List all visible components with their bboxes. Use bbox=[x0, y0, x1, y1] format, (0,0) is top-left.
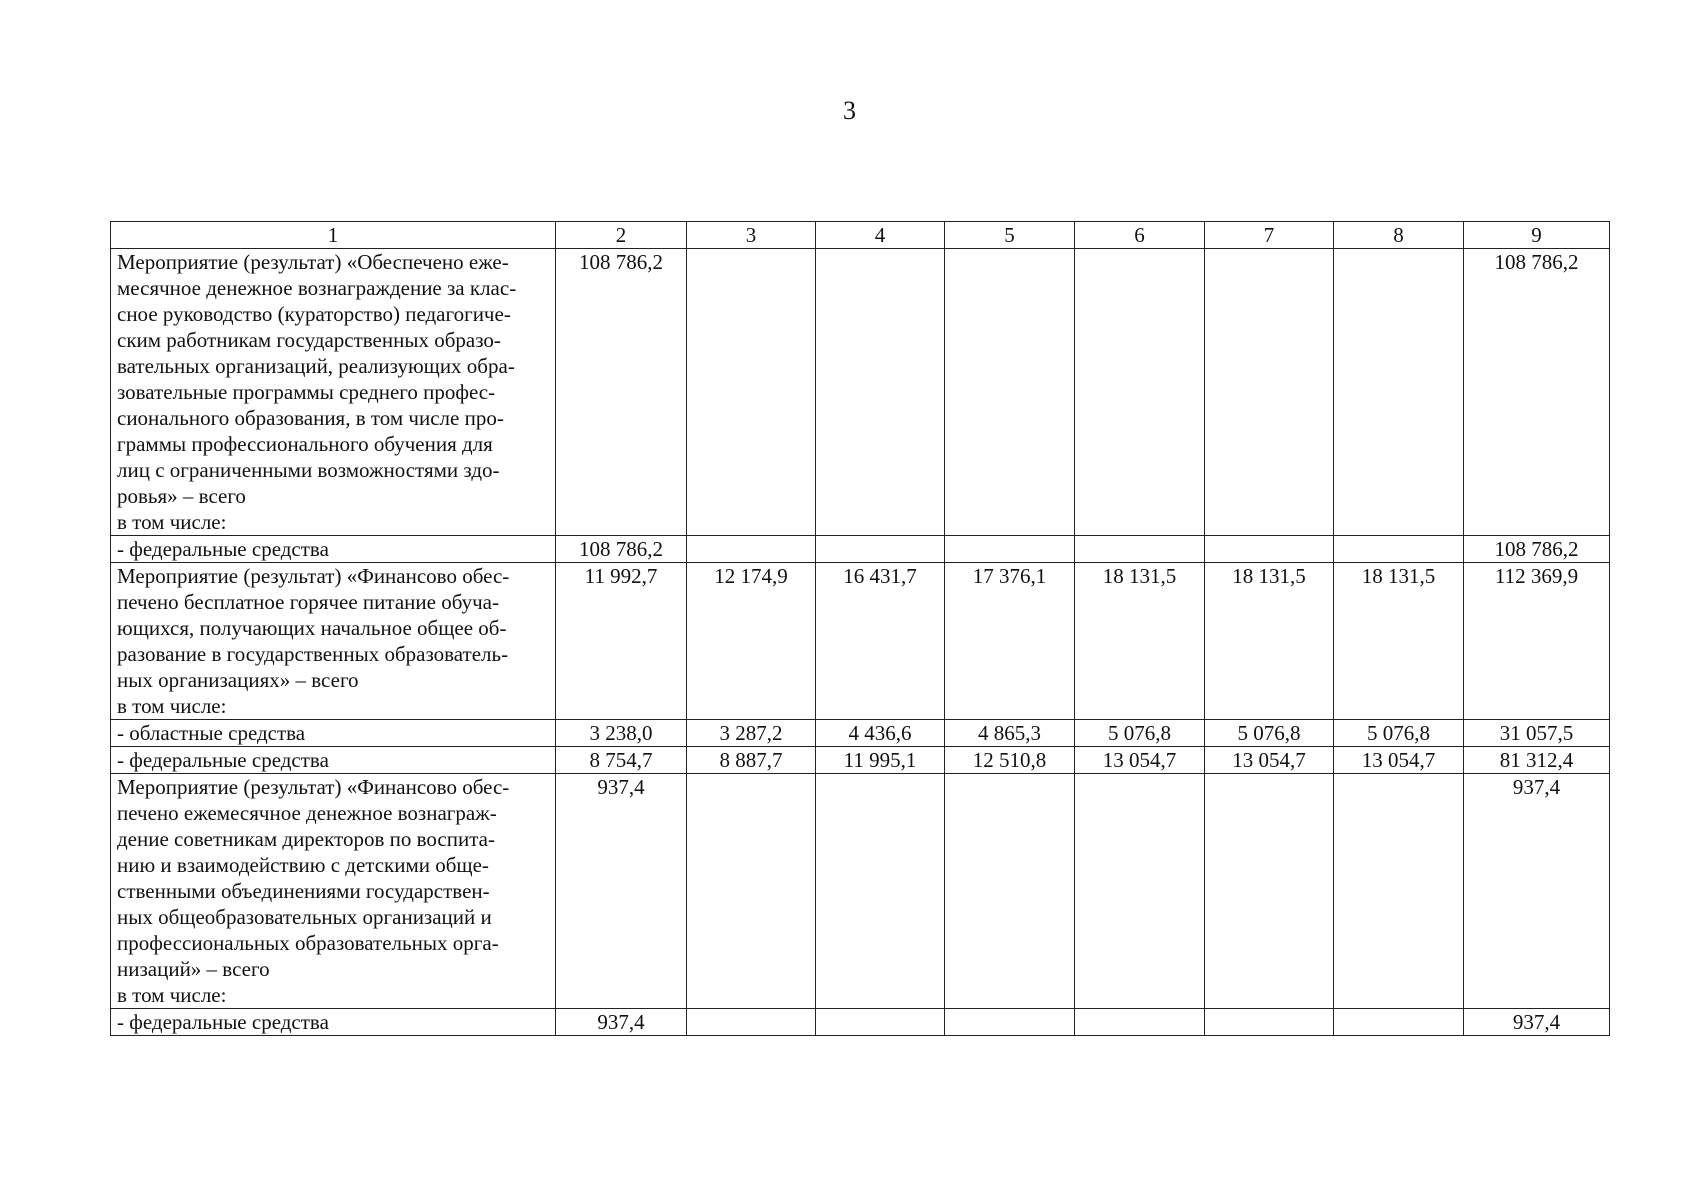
table-row bbox=[111, 720, 1610, 747]
table-row bbox=[111, 249, 1610, 536]
value-cell: 108 786,2 bbox=[556, 536, 687, 563]
row-label-line: печено бесплатное горячее питание обуча- bbox=[117, 590, 499, 614]
column-header: 2 bbox=[556, 222, 687, 249]
value-cell bbox=[1205, 249, 1334, 536]
table-body bbox=[111, 249, 1610, 1036]
value-cell bbox=[1334, 774, 1464, 1009]
value-cell: 4 436,6 bbox=[816, 720, 945, 747]
value-cell bbox=[945, 1009, 1075, 1036]
value-cell bbox=[816, 1009, 945, 1036]
column-header: 6 bbox=[1075, 222, 1205, 249]
row-label-line: нию и взаимодействию с детскими обще- bbox=[117, 853, 489, 877]
value-cell bbox=[1075, 536, 1205, 563]
row-label bbox=[111, 747, 556, 774]
value-cell bbox=[1075, 1009, 1205, 1036]
row-label-line: лиц с ограниченными возможностями здо- bbox=[117, 458, 500, 482]
table-row bbox=[111, 774, 1610, 1009]
row-label-line: печено ежемесячное денежное вознаграж- bbox=[117, 801, 497, 825]
value-cell: 18 131,5 bbox=[1205, 563, 1334, 720]
value-cell: 108 786,2 bbox=[556, 249, 687, 536]
row-label-line: сионального образования, в том числе про- bbox=[117, 406, 504, 430]
value-cell: 937,4 bbox=[1464, 774, 1610, 1009]
value-cell: 108 786,2 bbox=[1464, 536, 1610, 563]
value-cell: 3 287,2 bbox=[687, 720, 816, 747]
value-cell bbox=[687, 1009, 816, 1036]
row-label-line: зовательные программы среднего профес- bbox=[117, 380, 496, 404]
value-cell: 18 131,5 bbox=[1075, 563, 1205, 720]
value-cell: 31 057,5 bbox=[1464, 720, 1610, 747]
value-cell: 12 510,8 bbox=[945, 747, 1075, 774]
row-label-line: - федеральные средства bbox=[117, 748, 329, 772]
row-label-line: ных организациях» – всего bbox=[117, 668, 359, 692]
column-header: 1 bbox=[111, 222, 556, 249]
value-cell: 13 054,7 bbox=[1075, 747, 1205, 774]
value-cell bbox=[1205, 536, 1334, 563]
value-cell: 12 174,9 bbox=[687, 563, 816, 720]
value-cell: 937,4 bbox=[556, 1009, 687, 1036]
value-cell bbox=[945, 249, 1075, 536]
value-cell: 8 754,7 bbox=[556, 747, 687, 774]
column-header: 7 bbox=[1205, 222, 1334, 249]
row-label-line: ных общеобразовательных организаций и bbox=[117, 905, 492, 929]
column-header: 4 bbox=[816, 222, 945, 249]
value-cell bbox=[687, 774, 816, 1009]
row-label-line: вательных организаций, реализующих обра- bbox=[117, 354, 515, 378]
row-label-line: ровья» – всего bbox=[117, 484, 246, 508]
value-cell: 4 865,3 bbox=[945, 720, 1075, 747]
value-cell: 81 312,4 bbox=[1464, 747, 1610, 774]
value-cell: 5 076,8 bbox=[1205, 720, 1334, 747]
row-label-line: Мероприятие (результат) «Финансово обес- bbox=[117, 564, 510, 588]
table-row bbox=[111, 536, 1610, 563]
value-cell bbox=[816, 774, 945, 1009]
value-cell bbox=[1205, 1009, 1334, 1036]
value-cell bbox=[1334, 536, 1464, 563]
table-row bbox=[111, 563, 1610, 720]
row-label-line: - федеральные средства bbox=[117, 537, 329, 561]
value-cell: 5 076,8 bbox=[1334, 720, 1464, 747]
row-label bbox=[111, 536, 556, 563]
row-label-line: разование в государственных образователь- bbox=[117, 642, 509, 666]
row-label-line: в том числе: bbox=[117, 510, 227, 534]
value-cell bbox=[1075, 249, 1205, 536]
table-row bbox=[111, 747, 1610, 774]
column-header: 9 bbox=[1464, 222, 1610, 249]
row-label bbox=[111, 774, 556, 1009]
row-label-line: ющихся, получающих начальное общее об- bbox=[117, 616, 507, 640]
value-cell: 108 786,2 bbox=[1464, 249, 1610, 536]
value-cell: 17 376,1 bbox=[945, 563, 1075, 720]
value-cell: 13 054,7 bbox=[1334, 747, 1464, 774]
table-header-row bbox=[111, 222, 1610, 249]
value-cell: 937,4 bbox=[1464, 1009, 1610, 1036]
value-cell: 937,4 bbox=[556, 774, 687, 1009]
row-label-line: - областные средства bbox=[117, 721, 306, 745]
value-cell: 11 992,7 bbox=[556, 563, 687, 720]
value-cell bbox=[945, 774, 1075, 1009]
value-cell: 5 076,8 bbox=[1075, 720, 1205, 747]
value-cell: 3 238,0 bbox=[556, 720, 687, 747]
row-label-line: в том числе: bbox=[117, 983, 227, 1007]
row-label-line: профессиональных образовательных орга- bbox=[117, 931, 499, 955]
row-label bbox=[111, 720, 556, 747]
value-cell: 112 369,9 bbox=[1464, 563, 1610, 720]
row-label-line: граммы профессионального обучения для bbox=[117, 432, 493, 456]
value-cell bbox=[1075, 774, 1205, 1009]
row-label bbox=[111, 1009, 556, 1036]
value-cell bbox=[816, 536, 945, 563]
page-number: 3 bbox=[843, 96, 856, 125]
row-label-line: в том числе: bbox=[117, 694, 227, 718]
value-cell bbox=[687, 536, 816, 563]
row-label-line: ственными объединениями государствен- bbox=[117, 879, 490, 903]
row-label bbox=[111, 249, 556, 536]
row-label-line: низаций» – всего bbox=[117, 957, 270, 981]
column-header: 5 bbox=[945, 222, 1075, 249]
value-cell bbox=[1205, 774, 1334, 1009]
row-label-line: Мероприятие (результат) «Обеспечено еже- bbox=[117, 250, 509, 274]
value-cell: 11 995,1 bbox=[816, 747, 945, 774]
row-label bbox=[111, 563, 556, 720]
value-cell: 13 054,7 bbox=[1205, 747, 1334, 774]
table-row bbox=[111, 1009, 1610, 1036]
row-label-line: Мероприятие (результат) «Финансово обес- bbox=[117, 775, 510, 799]
value-cell: 18 131,5 bbox=[1334, 563, 1464, 720]
value-cell bbox=[687, 249, 816, 536]
row-label-line: - федеральные средства bbox=[117, 1010, 329, 1034]
column-header: 8 bbox=[1334, 222, 1464, 249]
value-cell bbox=[816, 249, 945, 536]
row-label-line: сное руководство (кураторство) педагогиче- bbox=[117, 302, 511, 326]
value-cell bbox=[945, 536, 1075, 563]
row-label-line: месячное денежное вознаграждение за клас- bbox=[117, 276, 517, 300]
value-cell: 8 887,7 bbox=[687, 747, 816, 774]
value-cell bbox=[1334, 1009, 1464, 1036]
value-cell: 16 431,7 bbox=[816, 563, 945, 720]
value-cell bbox=[1334, 249, 1464, 536]
row-label-line: ским работникам государственных образо- bbox=[117, 328, 501, 352]
column-header: 3 bbox=[687, 222, 816, 249]
row-label-line: дение советникам директоров по воспита- bbox=[117, 827, 495, 851]
funding-table bbox=[110, 221, 1610, 1036]
